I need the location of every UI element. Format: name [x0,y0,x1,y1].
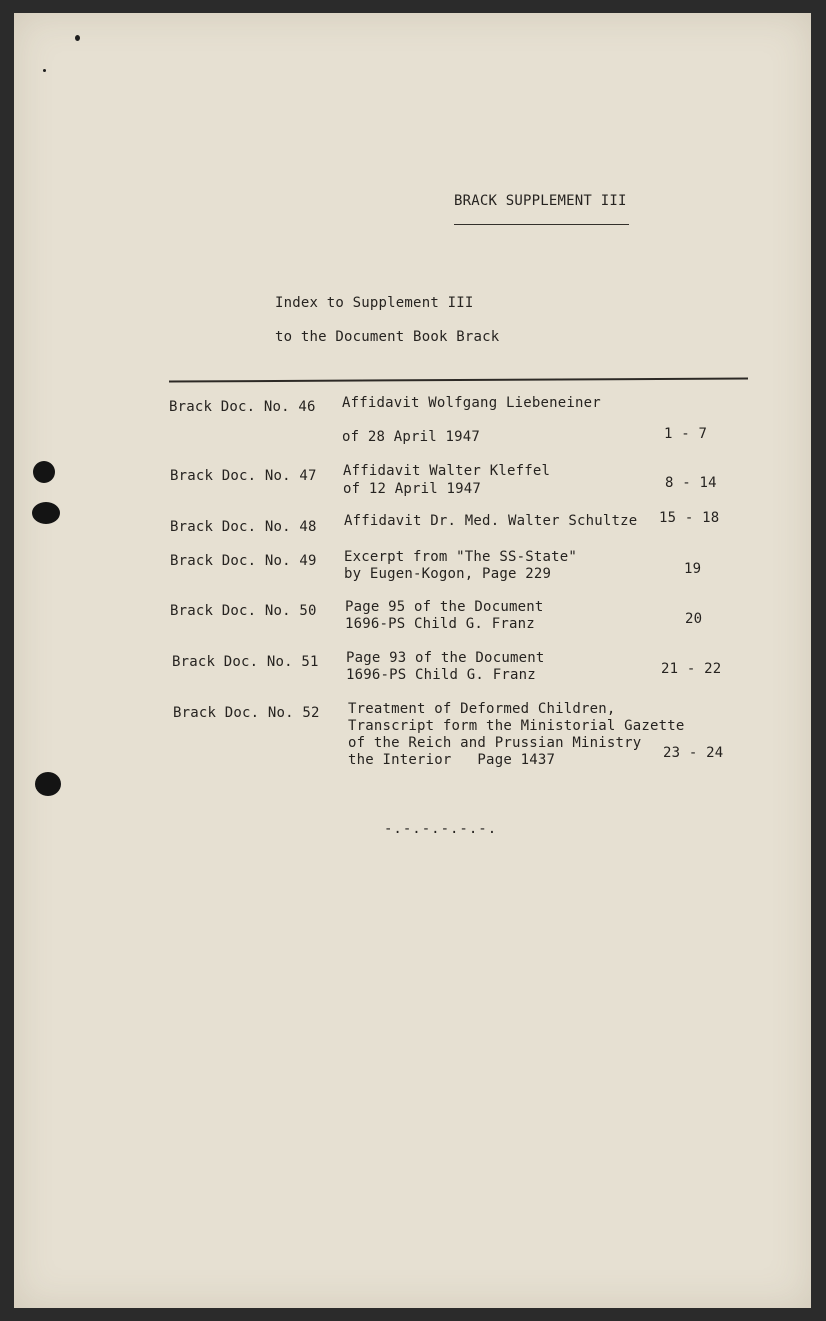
end-mark: -.-.-.-.-.-. [384,821,498,837]
doc-number: Brack Doc. No. 49 [170,553,317,569]
doc-number: Brack Doc. No. 51 [172,654,319,670]
doc-description-line: Page 93 of the Document [346,650,545,666]
doc-description-line: of 28 April 1947 [342,429,481,445]
doc-description-line: Treatment of Deformed Children, [348,701,616,717]
page-range: 21 - 22 [661,661,722,677]
doc-description-line: Affidavit Wolfgang Liebeneiner [342,395,601,411]
doc-description-line: of the Reich and Prussian Ministry [348,735,642,751]
doc-description-line: Excerpt from "The SS-State" [344,549,577,565]
doc-description-line: Page 95 of the Document [345,599,544,615]
index-heading-line2: to the Document Book Brack [275,329,500,345]
doc-description-line: the Interior Page 1437 [348,752,556,768]
doc-number: Brack Doc. No. 52 [173,705,320,721]
page-range: 20 [685,611,703,627]
punch-hole [33,461,55,483]
doc-description-line: by Eugen-Kogon, Page 229 [344,566,552,582]
page-range: 8 - 14 [665,475,717,491]
doc-description-line: Affidavit Dr. Med. Walter Schultze [344,513,638,529]
doc-description-line: 1696-PS Child G. Franz [346,667,536,683]
ink-speck [43,69,46,72]
doc-description-line: Affidavit Walter Kleffel [343,463,551,479]
doc-number: Brack Doc. No. 48 [170,519,317,535]
document-page [14,13,811,1308]
doc-number: Brack Doc. No. 47 [170,468,317,484]
doc-description-line: Transcript form the Ministorial Gazette [348,718,685,734]
page-range: 15 - 18 [659,510,720,526]
supplement-title: BRACK SUPPLEMENT III [454,193,627,209]
doc-number: Brack Doc. No. 46 [169,399,316,415]
page-range: 19 [684,561,702,577]
doc-description-line: 1696-PS Child G. Franz [345,616,535,632]
title-underline [454,224,629,225]
page-range: 23 - 24 [663,745,724,761]
page-range: 1 - 7 [664,426,708,442]
index-heading-line1: Index to Supplement III [275,295,474,311]
punch-hole [32,502,60,524]
section-divider [169,377,748,382]
punch-hole [35,772,61,796]
ink-speck [75,35,80,41]
doc-number: Brack Doc. No. 50 [170,603,317,619]
doc-description-line: of 12 April 1947 [343,481,482,497]
